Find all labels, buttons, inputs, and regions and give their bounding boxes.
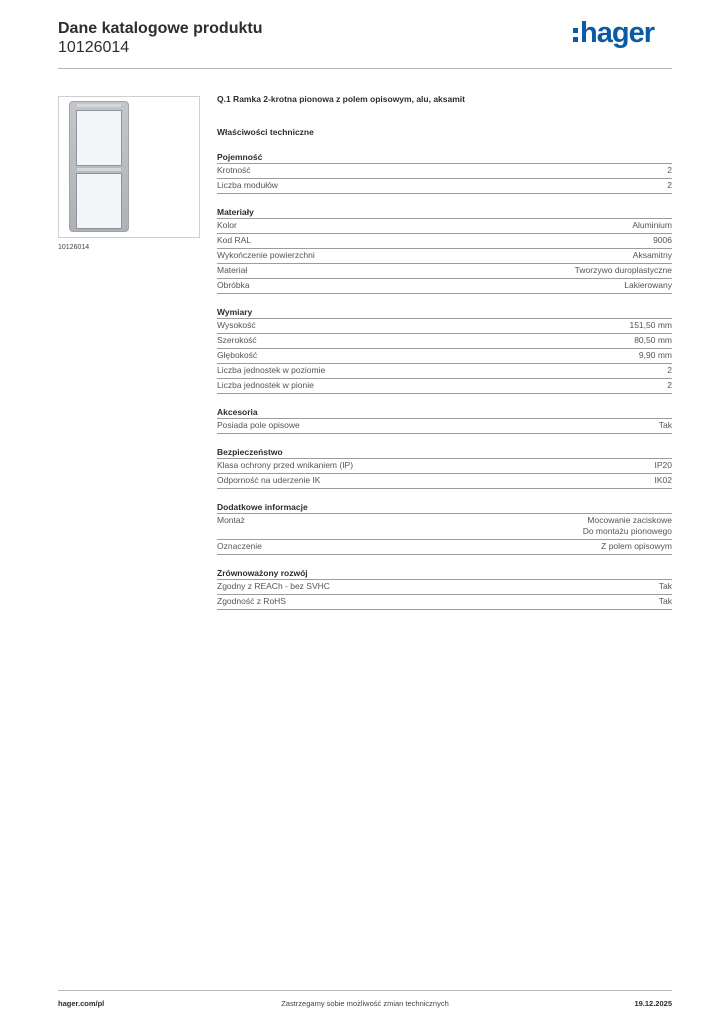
spec-label: Liczba modułów [217, 180, 278, 190]
spec-row [217, 473, 672, 489]
spec-value [634, 335, 672, 346]
spec-value-line: 9,90 mm [638, 350, 672, 360]
spec-sections [217, 151, 672, 610]
spec-row [217, 278, 672, 294]
spec-label: Kolor [217, 220, 237, 230]
spec-value-line: Aksamitny [632, 250, 672, 260]
spec-label: Oznaczenie [217, 541, 262, 551]
spec-section [217, 306, 672, 394]
page-header [58, 17, 672, 70]
spec-value [667, 165, 672, 176]
spec-section [217, 151, 672, 194]
spec-row [217, 418, 672, 434]
spec-label: Liczba jednostek w pionie [217, 380, 314, 390]
logo-text: hager [580, 17, 654, 49]
spec-section [217, 567, 672, 610]
spec-rows [217, 318, 672, 394]
spec-rows [217, 458, 672, 489]
spec-value-line: 2 [667, 380, 672, 390]
spec-value [667, 365, 672, 376]
spec-value-line: IP20 [654, 460, 672, 470]
spec-value [624, 280, 672, 291]
footer-disclaimer: Zastrzegamy sobie możliwość zmian technicznych [281, 999, 449, 1008]
spec-value [601, 541, 672, 552]
section-title: Bezpieczeństwo [217, 447, 283, 457]
footer-date: 19.12.2025 [634, 999, 672, 1008]
section-title: Dodatkowe informacje [217, 502, 308, 512]
spec-row [217, 178, 672, 194]
spec-label: Zgodny z REACh - bez SVHC [217, 581, 330, 591]
spec-section [217, 446, 672, 489]
document-title: Dane katalogowe produktu [58, 20, 263, 37]
spec-row [217, 218, 672, 233]
spec-row [217, 594, 672, 610]
image-caption: 10126014 [58, 244, 90, 251]
product-title: Q.1 Ramka 2-krotna pionowa z polem opisowym, alu, aksamit [217, 94, 465, 104]
specifications [217, 94, 672, 610]
header-divider [58, 68, 672, 69]
section-title: Zrównoważony rozwój [217, 568, 308, 578]
spec-row [217, 378, 672, 394]
spec-value [655, 475, 673, 486]
spec-section [217, 406, 672, 434]
spec-value-line: Tak [658, 596, 672, 606]
spec-label: Głębokość [217, 350, 258, 360]
spec-value [667, 180, 672, 191]
product-code: 10126014 [58, 39, 130, 56]
spec-value [633, 250, 672, 261]
spec-label: Krotność [217, 165, 251, 175]
product-image [58, 96, 200, 238]
spec-row [217, 363, 672, 378]
logo-dots-icon [573, 28, 578, 42]
spec-label: Zgodność z RoHS [217, 596, 286, 606]
spec-row [217, 263, 672, 278]
frame-opening-top [76, 110, 122, 166]
spec-section [217, 206, 672, 294]
hager-logo [573, 18, 654, 48]
spec-value [659, 596, 672, 607]
label-field-top [77, 104, 121, 107]
section-title: Akcesoria [217, 407, 258, 417]
spec-label: Klasa ochrony przed wnikaniem (IP) [217, 460, 354, 470]
spec-value-line: 2 [667, 365, 672, 375]
spec-rows [217, 218, 672, 294]
section-title: Materiały [217, 207, 254, 217]
spec-value-line: 151,50 mm [629, 320, 672, 330]
spec-row [217, 539, 672, 555]
spec-label: Wysokość [217, 320, 256, 330]
spec-value-line: Lakierowany [624, 280, 672, 290]
spec-label: Kod RAL [217, 235, 252, 245]
spec-row [217, 163, 672, 178]
spec-value-line: IK02 [654, 475, 672, 485]
spec-value [632, 220, 672, 231]
spec-row [217, 458, 672, 473]
spec-value-line: 2 [667, 165, 672, 175]
spec-value-line: 2 [667, 180, 672, 190]
spec-value [639, 350, 672, 361]
spec-label: Wykończenie powierzchni [217, 250, 315, 260]
spec-value-line: Tak [658, 420, 672, 430]
spec-label: Materiał [217, 265, 248, 275]
double-frame-icon [69, 101, 129, 232]
spec-row [217, 248, 672, 263]
frame-opening-bottom [76, 173, 122, 229]
spec-value-line: Tak [658, 581, 672, 591]
spec-value-line: Aluminium [632, 220, 672, 230]
spec-rows [217, 513, 672, 555]
spec-value-line: Mocowanie zaciskowe [587, 515, 672, 525]
spec-value-line: Tworzywo duroplastyczne [574, 265, 672, 275]
spec-row [217, 233, 672, 248]
spec-value [659, 581, 672, 592]
spec-value [653, 235, 672, 246]
spec-label: Obróbka [217, 280, 250, 290]
spec-row [217, 513, 672, 539]
spec-value [659, 420, 672, 431]
spec-value [655, 460, 673, 471]
spec-row [217, 333, 672, 348]
footer-website[interactable]: hager.com/pl [58, 999, 105, 1008]
spec-rows [217, 163, 672, 194]
section-title: Wymiary [217, 307, 253, 317]
spec-value-line: 80,50 mm [634, 335, 672, 345]
spec-value [629, 320, 672, 331]
spec-value [575, 265, 672, 276]
spec-value-line: 9006 [653, 235, 672, 245]
spec-label: Montaż [217, 515, 245, 525]
spec-value [583, 515, 672, 537]
spec-rows [217, 418, 672, 434]
spec-row [217, 318, 672, 333]
spec-label: Odporność na uderzenie IK [217, 475, 321, 485]
technical-properties-heading: Właściwości techniczne [217, 127, 314, 137]
spec-label: Posiada pole opisowe [217, 420, 300, 430]
spec-row [217, 348, 672, 363]
spec-section [217, 501, 672, 555]
spec-row [217, 579, 672, 594]
footer-divider [58, 990, 672, 991]
spec-value-line: Do montażu pionowego [582, 526, 672, 536]
spec-value-line: Z polem opisowym [601, 541, 672, 551]
spec-label: Szerokość [217, 335, 257, 345]
spec-label: Liczba jednostek w poziomie [217, 365, 326, 375]
spec-value [667, 380, 672, 391]
spec-rows [217, 579, 672, 610]
section-title: Pojemność [217, 152, 263, 162]
label-field-middle [77, 168, 121, 171]
